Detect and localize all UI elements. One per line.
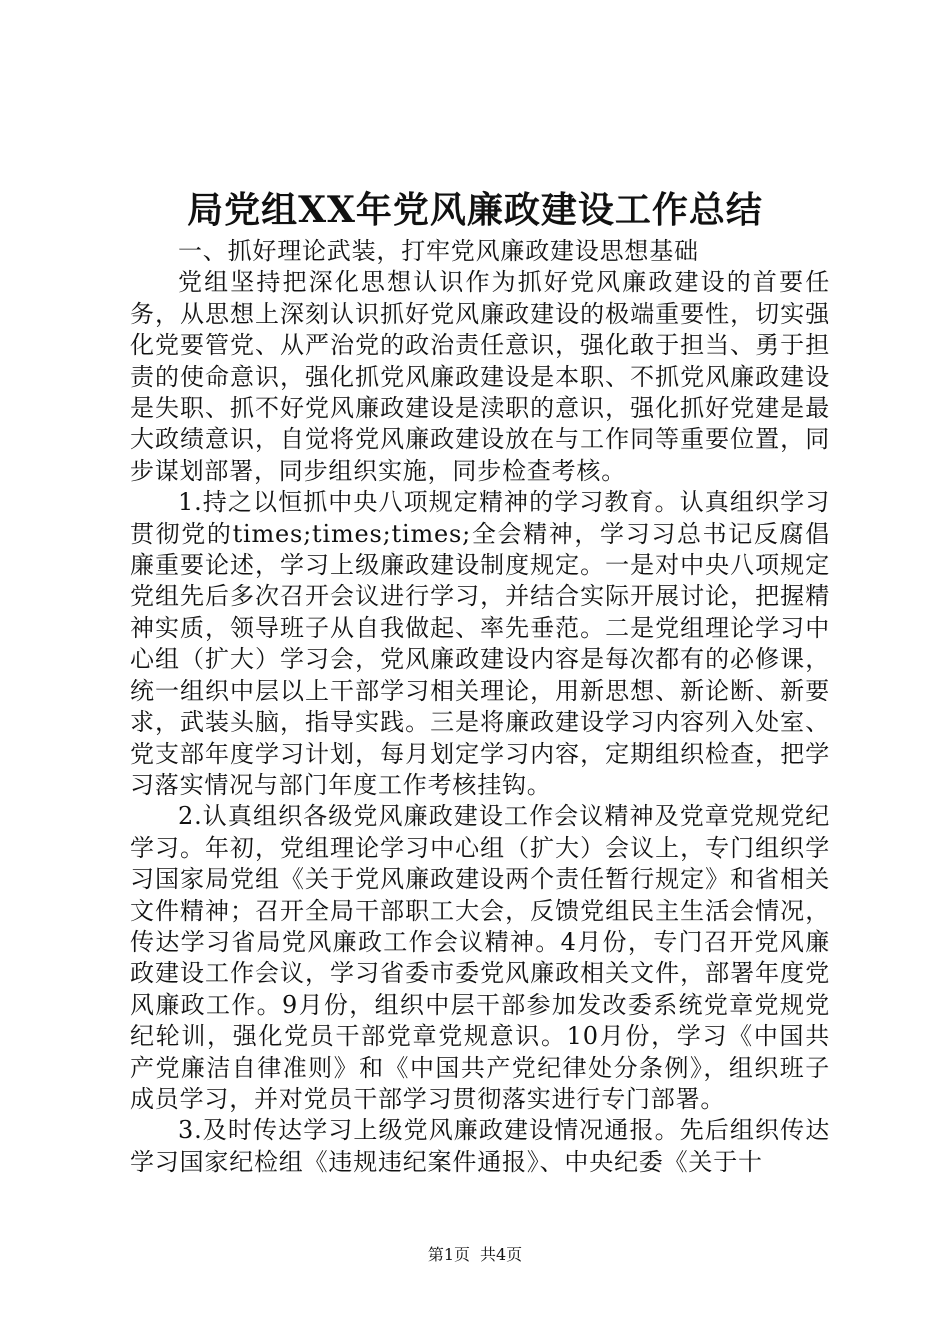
paragraph: 1.持之以恒抓中央八项规定精神的学习教育。认真组织学习贯彻党的times;times;times;全会精神，学习习总书记反腐倡廉重要论述，学习上级廉政建设制度规定。一是对中央八项规定党组先后多次召开会议进行学习，并结合实际开展讨论，把握精神实质，领导班子从自我做起、率先垂范。二是党组理论学习中心组（扩大）学习会，党风廉政建设内容是每次都有的必修课，统一组织中层以上干部学习相关理论，用新思想、新论断、新要求，武装头脑，指导实践。三是将廉政建设学习内容列入处室、党支部年度学习计划，每月划定学习内容，定期组织检查，把学习落实情况与部门年度工作考核挂钩。 (130, 488, 830, 799)
paragraph: 3.及时传达学习上级党风廉政建设情况通报。先后组织传达学习国家纪检组《违规违纪案件通报》、中央纪委《关于十 (130, 1116, 830, 1176)
paragraph: 党组坚持把深化思想认识作为抓好党风廉政建设的首要任务，从思想上深刻认识抓好党风廉政建设的极端重要性，切实强化党要管党、从严治党的政治责任意识，强化敢于担当、勇于担责的使命意识，强化抓党风廉政建设是本职、不抓党风廉政建设是失职、抓不好党风廉政建设是渎职的意识，强化抓好党建是最大政绩意识，自觉将党风廉政建设放在与工作同等重要位置，同步谋划部署，同步组织实施，同步检查考核。 (130, 268, 830, 485)
section-heading: 一、抓好理论武装，打牢党风廉政建设思想基础 (178, 237, 699, 265)
page-total: 共4页 (480, 1245, 523, 1264)
page-footer (0, 1244, 950, 1266)
document-body (130, 236, 830, 1178)
page-number: 第1页 (427, 1245, 470, 1264)
paragraph: 2.认真组织各级党风廉政建设工作会议精神及党章党规党纪学习。年初，党组理论学习中心组（扩大）会议上，专门组织学习国家局党组《关于党风廉政建设两个责任暂行规定》和省相关文件精神；召开全局干部职工大会，反馈党组民主生活会情况，传达学习省局党风廉政工作会议精神。4月份，专门召开党风廉政建设工作会议，学习省委市委党风廉政相关文件，部署年度党风廉政工作。9月份，组织中层干部参加发改委系统党章党规党纪轮训，强化党员干部党章党规意识。10月份，学习《中国共产党廉洁自律准则》和《中国共产党纪律处分条例》，组织班子成员学习，并对党员干部学习贯彻落实进行专门部署。 (130, 802, 830, 1113)
document-title: 局党组XX年党风廉政建设工作总结 (187, 189, 763, 231)
